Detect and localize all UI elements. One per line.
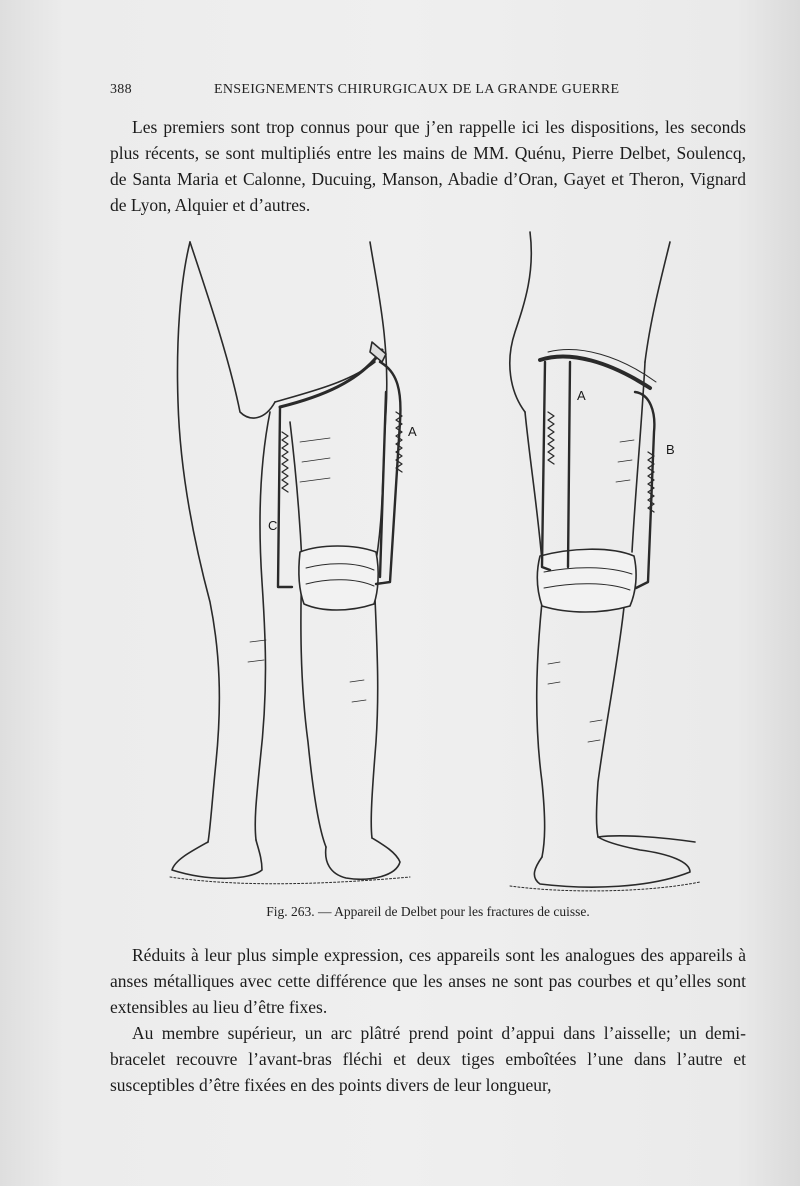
label-right-b: B [666, 442, 675, 457]
paragraph-body-2: Au membre supérieur, un arc plâtré prend point d’appui dans l’aisselle; un demi-bracelet recouvre l’avant-bras fléchi et deux tiges emboîtées l’une dans l’autre et susceptibles d’être fixées en des points divers de leur longueur, [110, 1023, 746, 1095]
left-leg-figure [172, 242, 402, 879]
page-number: 388 [110, 82, 132, 97]
label-left-a: A [408, 424, 417, 439]
label-right-a: A [577, 388, 586, 403]
paragraph-intro: Les premiers sont trop connus pour que j’en rappelle ici les dispositions, les seconds plus récents, se sont multipliés entre les mains de MM. Quénu, Pierre Delbet, Soulencq, de Santa Maria et Calonne, Ducuing, Manson, Abadie d’Oran, Gayet et Theron, Vignard de Lyon, Alquier et d’autres. [110, 117, 746, 215]
figure-caption: Fig. 263. — Appareil de Delbet pour les fractures de cuisse. [266, 904, 590, 919]
paragraph-body-1: Réduits à leur plus simple expression, ces appareils sont les analogues des appareils à anses métalliques avec cette différence que les anses ne sont pas courbes et qu’elles sont extensibles au lieu d’être fixes. [110, 945, 746, 1017]
figure-263 [150, 222, 710, 894]
running-title: ENSEIGNEMENTS CHIRURGICAUX DE LA GRANDE GUERRE [214, 82, 620, 97]
label-left-c: C [268, 518, 278, 533]
right-leg-figure [510, 232, 695, 887]
leg-apparatus-illustration [150, 222, 710, 894]
